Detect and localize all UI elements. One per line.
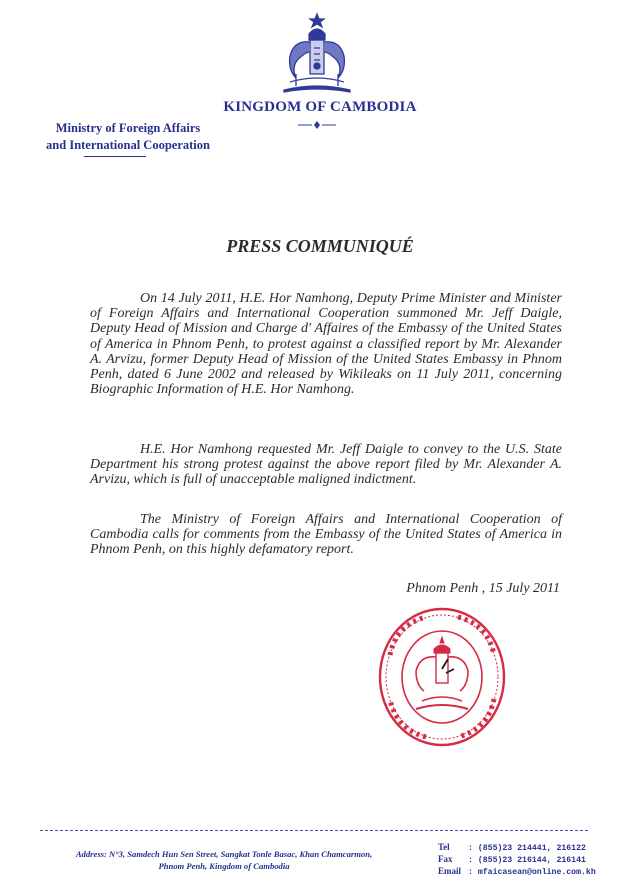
official-seal-icon [376,605,508,749]
paragraph-3 [90,512,562,558]
address-line-1: Address: N°3, Samdech Hun Sen Street, Sangkat Tonle Basac, Khan Chamcarmon, [75,849,373,859]
dateline: Phnom Penh , 15 July 2011 [406,581,560,596]
paragraph-2-text: H.E. Hor Namhong requested Mr. Jeff Daigle to convey to the U.S. State Department his strong protest against the above report filed by Mr. Alexander A. Arvizu, which is full of unacceptable maligned indictment. [90,442,562,488]
ornament-icon [296,120,338,130]
address-line-2: Phnom Penh, Kingdom of Cambodia [158,861,290,871]
ministry-divider [84,156,146,157]
contact-tel [438,842,618,854]
paragraph-1-text: On 14 July 2011, H.E. Hor Namhong, Deputy Prime Minister and Minister of Foreign Affairs and International Cooperation summoned Mr. Jeff Daigle, Deputy Head of Mission and Charge d' Affaires of the Embassy of the United States of America in Phnom Penh, to protest against a classified report by Mr. Alexander A. Arvizu, former Deputy Head of Mission of the United States Embassy in Phnom Penh, dated 6 June 2002 and released by Wikileaks on 11 July 2011, concerning Biographic Information of H.E. Hor Namhong. [90,291,562,398]
contact-email [438,866,618,878]
fax-value: : (855)23 216144, 216141 [468,856,586,865]
footer-address [30,848,418,872]
kingdom-heading: KINGDOM OF CAMBODIA [223,99,417,115]
tel-label: Tel [438,842,450,852]
tel-value: : (855)23 214441, 216122 [468,844,586,853]
footer-contact [438,842,618,878]
paragraph-1 [90,291,562,397]
paragraph-2 [90,442,562,488]
paragraph-3-text: The Ministry of Foreign Affairs and International Cooperation of Cambodia calls for comments from the Embassy of the United States of America in Phnom Penh, on this highly defamatory report. [90,512,562,558]
royal-emblem-icon [276,12,358,98]
document-title: PRESS COMMUNIQUÉ [226,236,414,256]
email-label: Email [438,866,462,876]
contact-fax [438,854,618,866]
email-value[interactable]: : mfaicasean@online.com.kh [468,868,596,877]
fax-label: Fax [438,854,453,864]
footer-divider [40,830,588,831]
ministry-line-1: Ministry of Foreign Affairs [55,121,201,135]
ministry-line-2: and International Cooperation [46,138,210,152]
ministry-name [38,120,218,154]
